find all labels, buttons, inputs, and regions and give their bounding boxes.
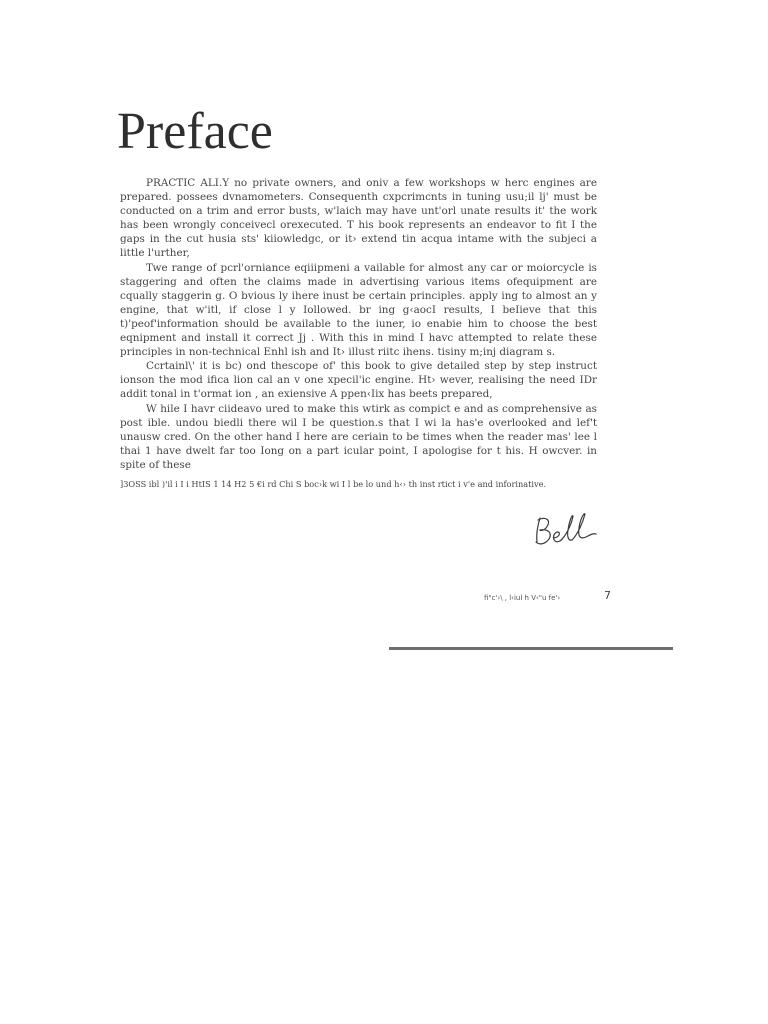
paragraph-3: Ccrtainl\' it is bc) ond thescope of' this book to give detailed step by step instruct ionson the mod ifica lion cal an v one xpecil'ic engine. Ht› wever, realising the need IDr addit tonal in t'ormat ion , an exiensive A ppen‹Iix has beets prepared,: [120, 360, 597, 401]
preface-body: [120, 176, 597, 472]
page-title: Preface: [117, 103, 273, 160]
paragraph-1: PRACTIC ALI.Y no private owners, and oniv a few workshops w herc engines are prepared. possees dvnamometers. Consequenth cxpcrimcnts in tuning usu;il lj' must be conducted on a trim and error busts, w'laich may have unt'orl unate results it' the work has been wrongly conceivecl orexecuted. T his book represents an endeavor to fit I the gaps in the cut husia sts' kiiowledgc, or it› extend tin acqua intame with the subjeci a little l'urther,: [120, 177, 597, 260]
horizontal-rule: [389, 647, 673, 650]
paragraph-4: W hile I havr ciideavo ured to make this wtirk as compict e and as comprehensive as post ible. undou biedli there wil I be question.s that I wi la has'e overlooked and lef't unausw cred. On the other hand I here are ceriain to be times when the reader mas' lee l thai 1 have dwelt far too Iong on a part icular point, I apologise for t his. H owcver. in spite of these: [120, 402, 597, 471]
caption-text: fi"c'›\ , l‹iul h V‹"u fe'›: [484, 594, 561, 602]
handwritten-signature: [528, 508, 604, 554]
page-number: 7: [604, 589, 611, 602]
paragraph-2: Twe range of pcrl'orniance eqiiipmeni a vailable for almost any car or moiorcycle is staggering and often the claims made in advertising various items ofequipment are cqually staggerin g. O bvious ly ihere inust be certain principles. apply ing to almost an y engine, that w'itl, if close l y Iollowed. br ing g‹aocI results, I beIieve that this t)'peof'information should be available to the iuner, io enabie him to choose the best eqnipment and install it correct Jj . With this in mind I havc attempted to relate these principles in non-technical Enhl ish and It› illust riitc ihens. tisiny m;inj diagram s.: [120, 261, 597, 359]
footnote-line: ]3OSS ibl )'il i I i HtIS 1 14 H2 5 €i rd Chi S boc›k wi I l be lo und h‹› th inst rtict i v'e and inforinative.: [120, 479, 547, 489]
